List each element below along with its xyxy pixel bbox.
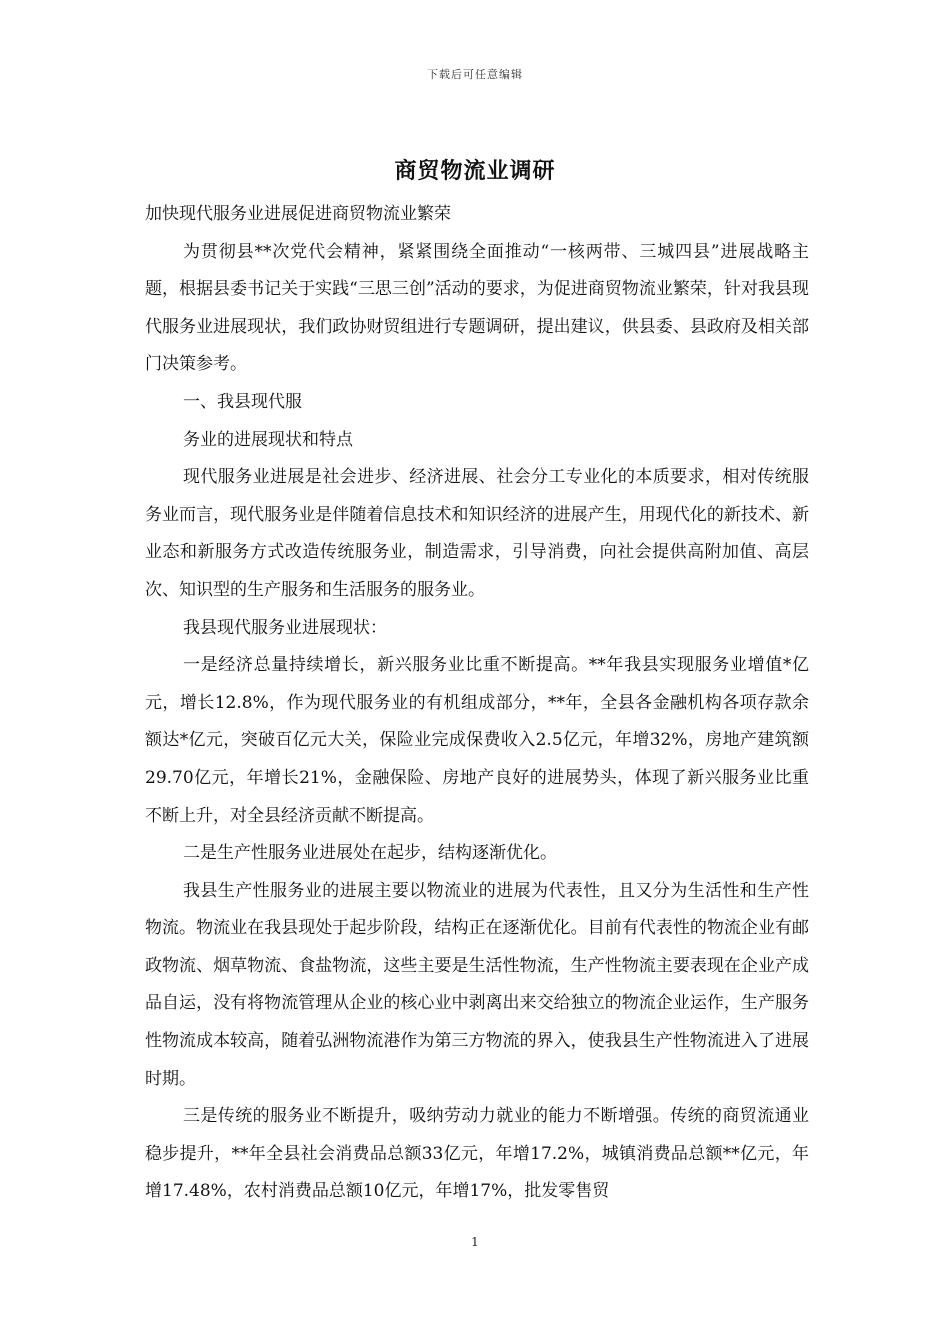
- header-note: 下载后可任意编辑: [427, 68, 523, 81]
- document-subtitle: 加快现代服务业进展促进商贸物流业繁荣: [145, 204, 451, 224]
- document-title: 商贸物流业调研: [394, 158, 556, 184]
- section-heading: 一、我县现代服: [183, 391, 302, 412]
- page-number: 1: [471, 1235, 479, 1249]
- paragraph: 一是经济总量持续增长，新兴服务业比重不断提高。**年我县实现服务业增值*亿元，增长12.8%，作为现代服务业的有机组成部分，**年，全县各金融机构各项存款余额达*亿元，突破百亿元大关，保险业完成保费收入2.5亿元，年增32%，房地产建筑额29.70亿元，年增长21%，金融保险、房地产良好的进展势头，体现了新兴服务业比重不断上升，对全县经济贡献不断提高。: [145, 655, 809, 826]
- document-body: [145, 196, 809, 1211]
- paragraph: 我县生产性服务业的进展主要以物流业的进展为代表性，且又分为生活性和生产性物流。物流业在我县现处于起步阶段，结构正在逐渐优化。目前有代表性的物流企业有邮政物流、烟草物流、食盐物流，这些主要是生活性物流，生产性物流主要表现在企业产成品自运，没有将物流管理从企业的核心业中剥离出来交给独立的物流企业运作，生产服务性物流成本较高，随着弘洲物流港作为第三方物流的界入，使我县生产性物流进入了进展时期。: [145, 880, 809, 1089]
- paragraph: 为贯彻县**次党代会精神，紧紧围绕全面推动“一核两带、三城四县”进展战略主题，根据县委书记关于实践“三思三创”活动的要求，为促进商贸物流业繁荣，针对我县现代服务业进展现状，我们政协财贸组进行专题调研，提出建议，供县委、县政府及相关部门决策参考。: [145, 241, 809, 375]
- paragraph: 三是传统的服务业不断提升，吸纳劳动力就业的能力不断增强。传统的商贸流通业稳步提升，**年全县社会消费品总额33亿元，年增17.2%，城镇消费品总额**亿元，年增17.48%，农村消费品总额10亿元，年增17%，批发零售贸: [145, 1106, 809, 1202]
- section-heading-continued: 务业的进展现状和特点: [183, 429, 353, 450]
- paragraph: 现代服务业进展是社会进步、经济进展、社会分工专业化的本质要求，相对传统服务业而言，现代服务业是伴随着信息技术和知识经济的进展产生，用现代化的新技术、新业态和新服务方式改造传统服务业，制造需求，引导消费，向社会提供高附加值、高层次、知识型的生产服务和生活服务的服务业。: [145, 467, 809, 600]
- paragraph: 二是生产性服务业进展处在起步，结构逐渐优化。: [183, 843, 557, 864]
- paragraph: 我县现代服务业进展现状：: [183, 617, 387, 638]
